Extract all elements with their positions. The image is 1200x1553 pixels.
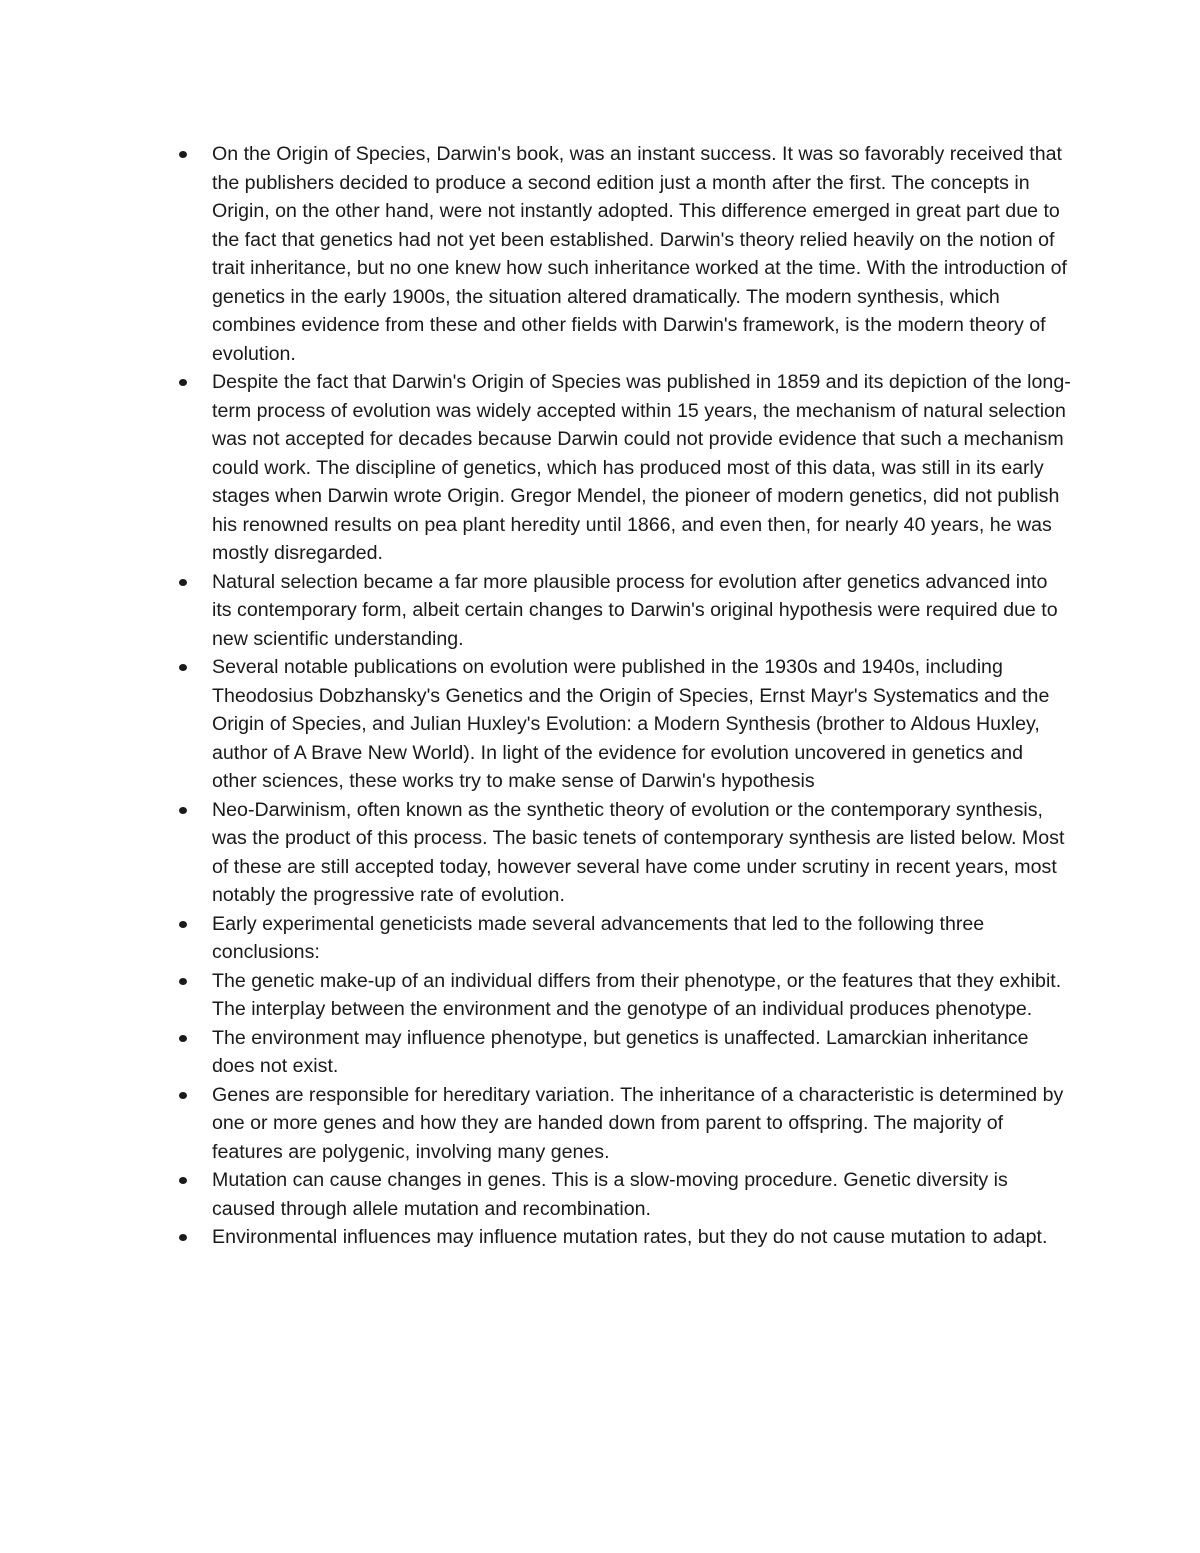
list-item (172, 140, 1072, 368)
list-item-text: The environment may influence phenotype, but genetics is unaffected. Lamarckian inheritance does not exist. (212, 1026, 1029, 1077)
list-item-text: Mutation can cause changes in genes. This is a slow-moving procedure. Genetic diversity is caused through allele mutation and recombination. (212, 1169, 1008, 1220)
bullet-icon (179, 807, 187, 814)
bullet-icon (179, 1234, 187, 1241)
list-item (172, 368, 1072, 568)
list-item-text: Several notable publications on evolution were published in the 1930s and 1940s, including Theodosius Dobzhansky's Genetics and the Origin of Species, Ernst Mayr's Systematics and the Origin of Species, and Julian Huxley's Evolution: a Modern Synthesis (brother to Aldous Huxley, author of A Brave New World). In light of the evidence for evolution uncovered in genetics and other sciences, these works try to make sense of Darwin's hypothesis (212, 656, 1050, 792)
bullet-icon (179, 921, 187, 928)
list-item (172, 910, 1072, 967)
bullet-icon (179, 579, 187, 586)
bullet-icon (179, 1177, 187, 1184)
list-item (172, 796, 1072, 910)
list-item-text: Despite the fact that Darwin's Origin of Species was published in 1859 and its depiction of the long-term process of evolution was widely accepted within 15 years, the mechanism of natural selection was not accepted for decades because Darwin could not provide evidence that such a mechanism could work. The discipline of genetics, which has produced most of this data, was still in its early stages when Darwin wrote Origin. Gregor Mendel, the pioneer of modern genetics, did not publish his renowned results on pea plant heredity until 1866, and even then, for nearly 40 years, he was mostly disregarded. (212, 371, 1071, 564)
list-item-text: The genetic make-up of an individual differs from their phenotype, or the features that they exhibit. The interplay between the environment and the genotype of an individual produces phenotype. (212, 969, 1062, 1020)
list-item-text: On the Origin of Species, Darwin's book, was an instant success. It was so favorably received that the publishers decided to produce a second edition just a month after the first. The concepts in Origin, on the other hand, were not instantly adopted. This difference emerged in great part due to the fact that genetics had not yet been established. Darwin's theory relied heavily on the notion of trait inheritance, but no one knew how such inheritance worked at the time. With the introduction of genetics in the early 1900s, the situation altered dramatically. The modern synthesis, which combines evidence from these and other fields with Darwin's framework, is the modern theory of evolution. (212, 143, 1067, 365)
list-item-text: Environmental influences may influence mutation rates, but they do not cause mutation to adapt. (212, 1226, 1048, 1248)
list-item (172, 1223, 1072, 1252)
list-item (172, 1024, 1072, 1081)
list-item (172, 1166, 1072, 1223)
bullet-icon (179, 151, 187, 158)
bullet-icon (179, 664, 187, 671)
bullet-icon (179, 978, 187, 985)
list-item (172, 568, 1072, 654)
bullet-list (172, 140, 1072, 1252)
list-item (172, 1081, 1072, 1167)
list-item-text: Natural selection became a far more plausible process for evolution after genetics advanced into its contemporary form, albeit certain changes to Darwin's original hypothesis were required due to new scientific understanding. (212, 570, 1058, 650)
list-item (172, 653, 1072, 796)
list-item-text: Genes are responsible for hereditary variation. The inheritance of a characteristic is determined by one or more genes and how they are handed down from parent to offspring. The majority of features are polygenic, involving many genes. (212, 1083, 1064, 1163)
bullet-icon (179, 1035, 187, 1042)
list-item-text: Neo-Darwinism, often known as the synthetic theory of evolution or the contemporary synthesis, was the product of this process. The basic tenets of contemporary synthesis are listed below. Most of these are still accepted today, however several have come under scrutiny in recent years, most notably the progressive rate of evolution. (212, 798, 1065, 906)
bullet-icon (179, 1092, 187, 1099)
list-item-text: Early experimental geneticists made several advancements that led to the following three conclusions: (212, 912, 985, 963)
list-item (172, 967, 1072, 1024)
bullet-icon (179, 379, 187, 386)
